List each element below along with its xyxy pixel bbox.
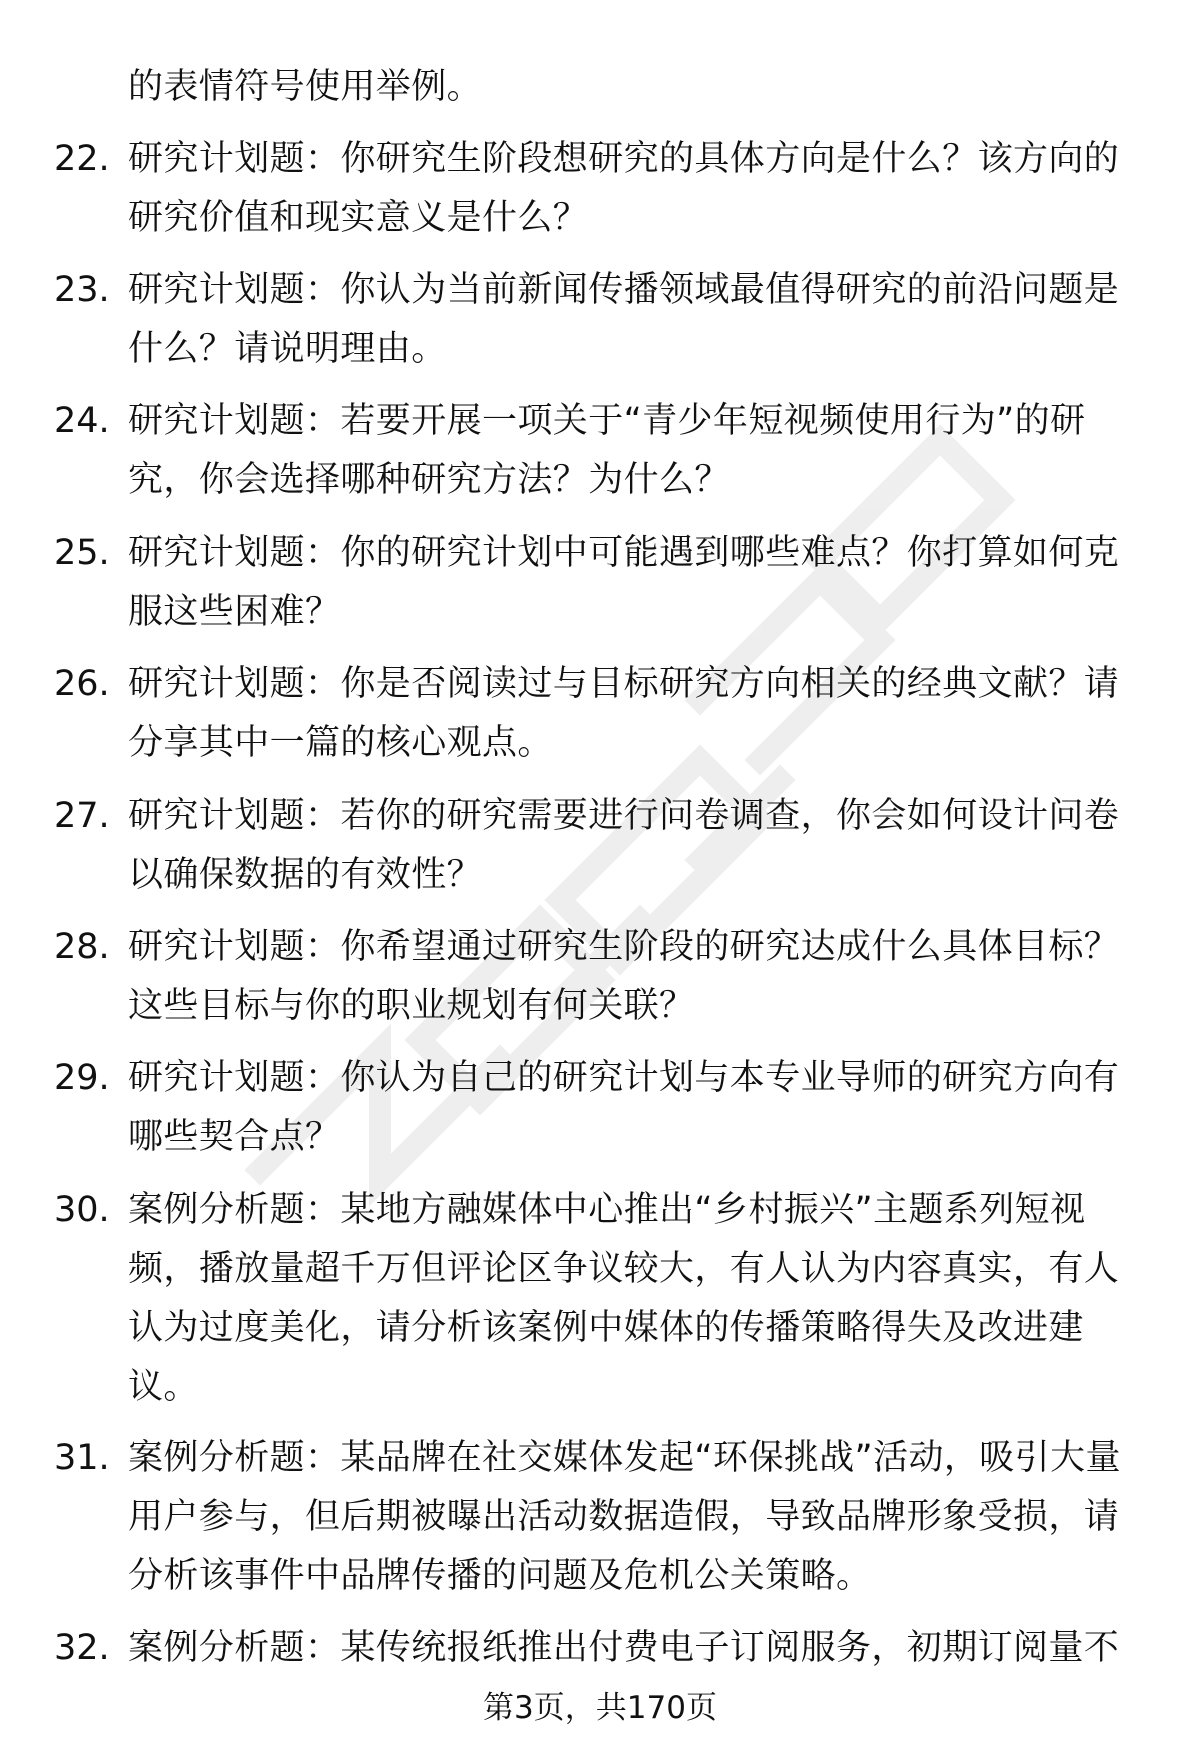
question-number: 29. [54, 1058, 110, 1098]
question-text: 案例分析题：某地方融媒体中心推出“乡村振兴”主题系列短视频，播放量超千万但评论区争议较大，有人认为内容真实，有人认为过度美化，请分析该案例中媒体的传播策略得失及改进建议。 [128, 1190, 1120, 1407]
question-number: 27. [54, 796, 110, 836]
question-text: 研究计划题：你认为当前新闻传播领域最值得研究的前沿问题是什么？请说明理由。 [128, 270, 1120, 369]
question-number: 24. [54, 401, 110, 441]
question-text: 研究计划题：你认为自己的研究计划与本专业导师的研究方向有哪些契合点？ [128, 1058, 1120, 1157]
question-number: 30. [54, 1190, 110, 1230]
page-footer: 第3页，共170页 [483, 1690, 717, 1726]
question-number: 23. [54, 270, 110, 310]
question-text: 案例分析题：某品牌在社交媒体发起“环保挑战”活动，吸引大量用户参与，但后期被曝出活动数据造假，导致品牌形象受损，请分析该事件中品牌传播的问题及危机公关策略。 [128, 1438, 1121, 1596]
question-text: 研究计划题：你希望通过研究生阶段的研究达成什么具体目标？这些目标与你的职业规划有何关联？ [128, 927, 1120, 1026]
question-text: 研究计划题：若你的研究需要进行问卷调查，你会如何设计问卷以确保数据的有效性？ [128, 796, 1120, 895]
question-number: 26. [54, 664, 110, 704]
question-number: 32. [54, 1628, 110, 1668]
question-number: 25. [54, 533, 110, 573]
question-text: 研究计划题：若要开展一项关于“青少年短视频使用行为”的研究，你会选择哪种研究方法？为什么？ [128, 401, 1086, 500]
question-number: 22. [54, 139, 110, 179]
question-text: 研究计划题：你的研究计划中可能遇到哪些难点？你打算如何克服这些困难？ [128, 533, 1120, 632]
question-text: 研究计划题：你是否阅读过与目标研究方向相关的经典文献？请分享其中一篇的核心观点。 [128, 664, 1120, 763]
question-number: 31. [54, 1438, 110, 1478]
question-text: 研究计划题：你研究生阶段想研究的具体方向是什么？该方向的研究价值和现实意义是什么？ [128, 139, 1120, 238]
question-number: 28. [54, 927, 110, 967]
question-text: 案例分析题：某传统报纸推出付费电子订阅服务，初期订阅量不 [128, 1628, 1120, 1668]
continuation-line: 的表情符号使用举例。 [128, 67, 483, 107]
